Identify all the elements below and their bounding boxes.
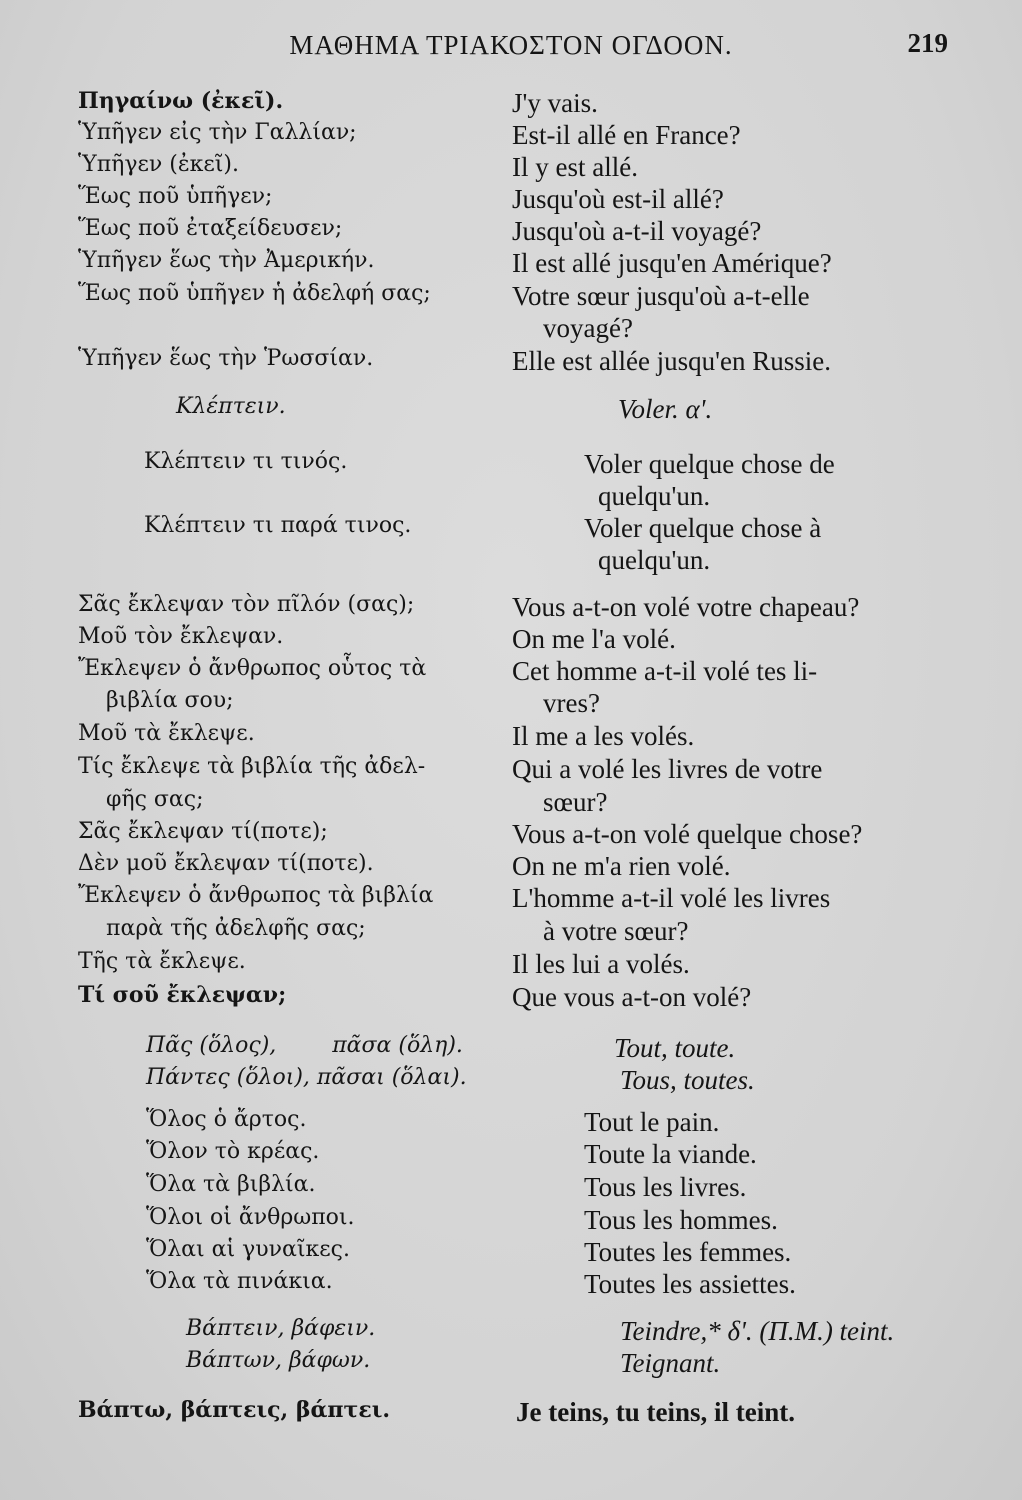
french-text: Qui a volé les livres de votre — [512, 754, 823, 784]
greek-text: φῆς σας; — [106, 787, 204, 812]
text-line — [0, 851, 1022, 883]
page-title: ΜΑΘΗΜΑ ΤΡΙΑΚΟΣΤΟΝ ΟΓΔΟΟΝ. — [289, 30, 733, 60]
greek-text: Ἕως ποῦ ἐταξείδευσεν; — [78, 216, 343, 241]
french-text: J'y vais. — [512, 88, 598, 118]
text-line — [0, 481, 1022, 513]
french-text: Tous les livres. — [584, 1172, 747, 1202]
text-line — [0, 883, 1022, 915]
french-heading: Voler. α'. — [618, 394, 713, 424]
text-line — [0, 152, 1022, 184]
french-heading: Teignant. — [620, 1348, 721, 1378]
text-line — [0, 313, 1022, 345]
greek-text: Ἕως ποῦ ὑπῆγεν ἡ ἀδελφή σας; — [78, 281, 431, 306]
greek-text: Ὑπῆγεν ἕως τὴν Ἀμερικήν. — [78, 248, 375, 273]
french-text: Tous les hommes. — [584, 1205, 778, 1235]
greek-text: Ἕως ποῦ ὑπῆγεν; — [78, 184, 273, 209]
french-heading: Tous, toutes. — [620, 1065, 755, 1095]
french-text: Que vous a-t-on volé? — [512, 982, 752, 1012]
french-text: Est-il allé en France? — [512, 120, 741, 150]
greek-text: Ὅλαι αἱ γυναῖκες. — [146, 1237, 350, 1262]
french-text: Je teins, tu teins, il teint. — [516, 1397, 795, 1427]
text-line — [0, 592, 1022, 624]
greek-heading: Πᾶς (ὅλος), πᾶσα (ὅλη). — [146, 1033, 463, 1058]
text-line — [0, 216, 1022, 248]
greek-text: παρὰ τῆς ἀδελφῆς σας; — [106, 916, 366, 941]
text-line — [0, 120, 1022, 152]
greek-heading: Πάντες (ὅλοι), πᾶσαι (ὅλαι). — [146, 1065, 467, 1090]
text-line — [0, 248, 1022, 280]
french-text: On me l'a volé. — [512, 624, 676, 654]
greek-text: Τῆς τὰ ἔκλεψε. — [78, 949, 246, 974]
french-text: à votre sœur? — [543, 916, 689, 946]
greek-text: Ὅλα τὰ πινάκια. — [146, 1269, 333, 1294]
french-text: Voler quelque chose à — [584, 513, 822, 543]
french-text: Jusqu'où a-t-il voyagé? — [512, 216, 762, 246]
greek-text: Μοῦ τὰ ἔκλεψε. — [78, 721, 255, 746]
text-line — [0, 1107, 1022, 1139]
greek-heading: Βάπτειν, βάφειν. — [186, 1316, 376, 1341]
section-heading — [0, 1065, 1022, 1097]
french-text: Tout le pain. — [584, 1107, 720, 1137]
text-line — [0, 624, 1022, 656]
french-text: L'homme a-t-il volé les livres — [512, 883, 831, 913]
greek-text: Ὑπῆγεν (ἐκεῖ). — [78, 152, 240, 177]
greek-text: Δὲν μοῦ ἔκλεψαν τί(ποτε). — [78, 851, 374, 876]
french-text: voyagé? — [543, 313, 633, 343]
french-heading: Tout, toute. — [614, 1033, 736, 1063]
text-line — [0, 721, 1022, 753]
greek-text: Ἔκλεψεν ὁ ἄνθρωπος οὗτος τὰ — [78, 656, 427, 681]
french-text: Toute la viande. — [584, 1139, 757, 1169]
text-line — [0, 449, 1022, 481]
section-heading — [0, 1348, 1022, 1380]
french-text: Il me a les volés. — [512, 721, 695, 751]
text-line — [0, 1237, 1022, 1269]
text-line — [0, 754, 1022, 786]
french-text: Vous a-t-on volé quelque chose? — [512, 819, 863, 849]
french-heading: Teindre,* δ'. (Π.Μ.) teint. — [620, 1316, 895, 1346]
section-heading — [0, 1033, 1022, 1065]
text-line — [0, 688, 1022, 720]
greek-text: Ὅλα τὰ βιβλία. — [146, 1172, 316, 1197]
greek-text: Τί σοῦ ἔκλεψαν; — [78, 982, 287, 1008]
greek-text: Πηγαίνω (ἐκεῖ). — [78, 88, 284, 114]
greek-text: Τίς ἔκλεψε τὰ βιβλία τῆς ἀδελ- — [78, 754, 426, 779]
french-text: vres? — [543, 688, 600, 718]
text-line — [0, 1205, 1022, 1237]
french-text: Jusqu'où est-il allé? — [512, 184, 724, 214]
french-text: Toutes les assiettes. — [584, 1269, 796, 1299]
text-line — [0, 281, 1022, 313]
text-line — [0, 1172, 1022, 1204]
text-line — [0, 916, 1022, 948]
text-line — [0, 1139, 1022, 1171]
greek-text: Ὅλοι οἱ ἄνθρωποι. — [146, 1205, 355, 1230]
greek-text: Ὅλον τὸ κρέας. — [146, 1139, 320, 1164]
text-line — [0, 184, 1022, 216]
french-text: Votre sœur jusqu'où a-t-elle — [512, 281, 810, 311]
french-text: Toutes les femmes. — [584, 1237, 792, 1267]
french-text: quelqu'un. — [598, 545, 711, 575]
greek-text: Κλέπτειν τι παρά τινος. — [144, 513, 412, 538]
text-line — [0, 513, 1022, 545]
text-line — [0, 656, 1022, 688]
text-line — [0, 1269, 1022, 1301]
greek-text: Ὑπῆγεν εἰς τὴν Γαλλίαν; — [78, 120, 357, 145]
text-line — [0, 1397, 1022, 1429]
french-text: Il les lui a volés. — [512, 949, 690, 979]
greek-text: Μοῦ τὸν ἔκλεψαν. — [78, 624, 284, 649]
french-text: On ne m'a rien volé. — [512, 851, 731, 881]
greek-text: Ἔκλεψεν ὁ ἄνθρωπος τὰ βιβλία — [78, 883, 434, 908]
french-text: Il y est allé. — [512, 152, 638, 182]
french-text: Cet homme a-t-il volé tes li- — [512, 656, 818, 686]
text-line — [0, 949, 1022, 981]
greek-text: Σᾶς ἔκλεψαν τί(ποτε); — [78, 819, 328, 844]
french-text: quelqu'un. — [598, 481, 711, 511]
greek-text: Σᾶς ἔκλεψαν τὸν πῖλόν (σας); — [78, 592, 415, 617]
text-line — [0, 545, 1022, 577]
greek-heading: Βάπτων, βάφων. — [186, 1348, 371, 1373]
french-text: Voler quelque chose de — [584, 449, 835, 479]
french-text: Il est allé jusqu'en Amérique? — [512, 248, 832, 278]
section-heading — [0, 394, 1022, 426]
french-text: sœur? — [543, 787, 608, 817]
text-line — [0, 982, 1022, 1014]
text-line — [0, 819, 1022, 851]
section-heading — [0, 1316, 1022, 1348]
text-line — [0, 346, 1022, 378]
greek-text: Βάπτω, βάπτεις, βάπτει. — [78, 1397, 390, 1423]
french-text: Vous a-t-on volé votre chapeau? — [512, 592, 860, 622]
page-number: 219 — [907, 28, 948, 58]
text-line — [0, 787, 1022, 819]
greek-text: βιβλία σου; — [106, 688, 234, 713]
french-text: Elle est allée jusqu'en Russie. — [512, 346, 832, 376]
greek-text: Ὑπῆγεν ἕως τὴν Ῥωσσίαν. — [78, 346, 374, 371]
greek-text: Κλέπτειν τι τινός. — [144, 449, 348, 474]
greek-heading: Κλέπτειν. — [176, 394, 286, 419]
text-line — [0, 88, 1022, 120]
greek-text: Ὅλος ὁ ἄρτος. — [146, 1107, 307, 1132]
